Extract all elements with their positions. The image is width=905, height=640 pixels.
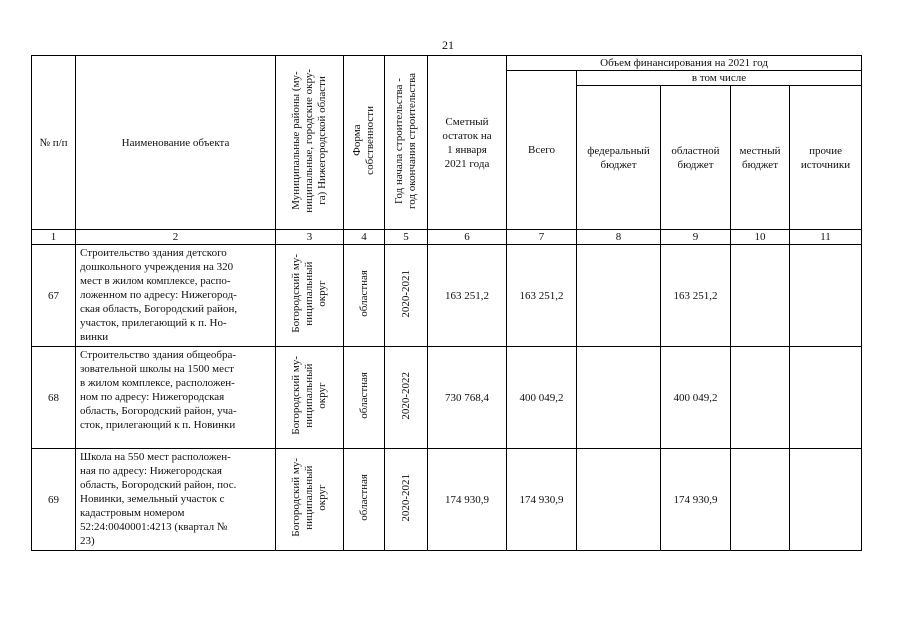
header-district: Муниципальные районы (му- ниципальные, городские окру- га) Нижегородской области <box>276 56 344 230</box>
header-federal: федеральный бюджет <box>577 86 661 230</box>
financing-table <box>31 55 862 551</box>
column-number: 10 <box>731 230 790 245</box>
header-form: Форма собственности <box>344 56 385 230</box>
ownership-form: областная <box>344 245 385 347</box>
column-number: 5 <box>385 230 428 245</box>
header-no: № п/п <box>32 56 76 230</box>
funding-other <box>790 449 862 551</box>
funding-regional: 174 930,9 <box>661 449 731 551</box>
object-name: Строительство здания детского дошкольного учреждения на 320 мест в жилом комплексе, распо- ложенном по адресу: Нижегород- ская область, Богородский район, участок, прилегающий к п. Но- винки <box>76 245 276 347</box>
funding-local <box>731 449 790 551</box>
funding-total: 400 049,2 <box>507 347 577 449</box>
object-name: Строительство здания общеобра- зовательной школы на 1500 мест в жилом комплексе, расположен- ном по адресу: Нижегородская область, Богородский район, уча- сток, прилегающий к п. Новинки <box>76 347 276 449</box>
funding-local <box>731 245 790 347</box>
district: Богородский му- ниципальный округ <box>276 449 344 551</box>
construction-years: 2020-2021 <box>385 245 428 347</box>
header-remainder: Сметный остаток на 1 января 2021 года <box>428 56 507 230</box>
column-number: 2 <box>76 230 276 245</box>
funding-regional: 163 251,2 <box>661 245 731 347</box>
estimated-remainder: 730 768,4 <box>428 347 507 449</box>
header-name: Наименование объекта <box>76 56 276 230</box>
table-row <box>32 245 862 347</box>
funding-other <box>790 347 862 449</box>
district: Богородский му- ниципальный округ <box>276 347 344 449</box>
column-number: 6 <box>428 230 507 245</box>
ownership-form: областная <box>344 449 385 551</box>
column-number: 3 <box>276 230 344 245</box>
funding-local <box>731 347 790 449</box>
header-local: местный бюджет <box>731 86 790 230</box>
column-number-row <box>32 230 862 245</box>
funding-federal <box>577 245 661 347</box>
header-total: Всего <box>507 71 577 230</box>
funding-federal <box>577 449 661 551</box>
row-number: 68 <box>32 347 76 449</box>
column-number: 8 <box>577 230 661 245</box>
header-other: прочие источники <box>790 86 862 230</box>
table-row <box>32 347 862 449</box>
funding-total: 163 251,2 <box>507 245 577 347</box>
funding-other <box>790 245 862 347</box>
funding-regional: 400 049,2 <box>661 347 731 449</box>
column-number: 9 <box>661 230 731 245</box>
ownership-form: областная <box>344 347 385 449</box>
page-number: 21 <box>442 38 454 52</box>
header-including: в том числе <box>577 71 862 86</box>
header-funding-group: Объем финансирования на 2021 год <box>507 56 862 71</box>
funding-federal <box>577 347 661 449</box>
row-number: 67 <box>32 245 76 347</box>
funding-total: 174 930,9 <box>507 449 577 551</box>
column-number: 7 <box>507 230 577 245</box>
district: Богородский му- ниципальный округ <box>276 245 344 347</box>
column-number: 1 <box>32 230 76 245</box>
object-name: Школа на 550 мест расположен- ная по адресу: Нижегородская область, Богородский район, пос. Новинки, земельный участок с кадастровым номером 52:24:0040001:4213 (квартал № 23) <box>76 449 276 551</box>
header-regional: областной бюджет <box>661 86 731 230</box>
row-number: 69 <box>32 449 76 551</box>
header-years: Год начала строительства - год окончания строительства <box>385 56 428 230</box>
construction-years: 2020-2022 <box>385 347 428 449</box>
estimated-remainder: 174 930,9 <box>428 449 507 551</box>
column-number: 11 <box>790 230 862 245</box>
construction-years: 2020-2021 <box>385 449 428 551</box>
estimated-remainder: 163 251,2 <box>428 245 507 347</box>
table-row <box>32 449 862 551</box>
column-number: 4 <box>344 230 385 245</box>
